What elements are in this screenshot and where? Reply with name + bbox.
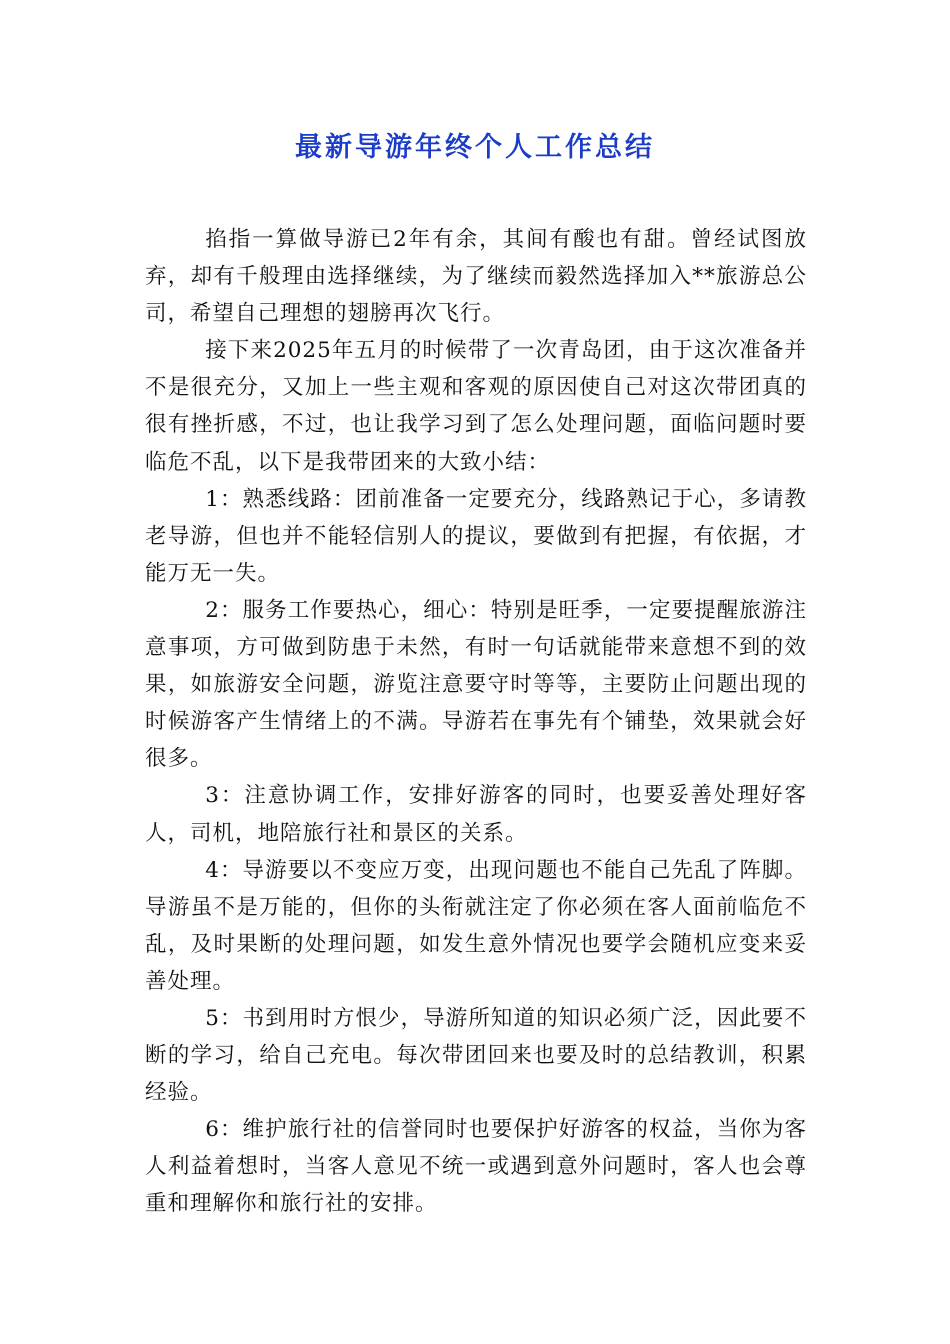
paragraph-point-6: 6：维护旅行社的信誉同时也要保护好游客的权益，当你为客人利益着想时，当客人意见不统一或遇到意外问题时，客人也会尊重和理解你和旅行社的安排。 — [145, 1117, 807, 1217]
paragraph-point-5: 5：书到用时方恨少，导游所知道的知识必须广泛，因此要不断的学习，给自己充电。每次带团回来也要及时的总结教训，积累经验。 — [145, 1005, 807, 1106]
paragraph-point-1: 1：熟悉线路：团前准备一定要充分，线路熟记于心，多请教老导游，但也并不能轻信别人的提议，要做到有把握，有依据，才能万无一失。 — [145, 486, 807, 586]
paragraph-point-2: 2：服务工作要热心，细心：特别是旺季，一定要提醒旅游注意事项，方可做到防患于未然，有时一句话就能带来意想不到的效果，如旅游安全问题，游览注意要守时等等，主要防止问题出现的时候游客产生情绪上的不满。导游若在事先有个铺垫，效果就会好很多。 — [145, 597, 807, 772]
document-title: 最新导游年终个人工作总结 — [295, 132, 655, 163]
paragraph-qingdao-tour: 接下来2025年五月的时候带了一次青岛团，由于这次准备并不是很充分，又加上一些主观和客观的原因使自己对这次带团真的很有挫折感，不过，也让我学习到了怎么处理问题，面临问题时要临危不乱，以下是我带团来的大致小结： — [145, 338, 807, 475]
paragraph-point-3: 3：注意协调工作，安排好游客的同时，也要妥善处理好客人，司机，地陪旅行社和景区的关系。 — [145, 783, 807, 846]
paragraph-intro: 掐指一算做导游已2年有余，其间有酸也有甜。曾经试图放弃，却有千般理由选择继续，为了继续而毅然选择加入**旅游总公司，希望自己理想的翅膀再次飞行。 — [145, 227, 807, 327]
document-body — [145, 221, 807, 1223]
paragraph-point-4: 4：导游要以不变应万变，出现问题也不能自己先乱了阵脚。导游虽不是万能的，但你的头衔就注定了你必须在客人面前临危不乱，及时果断的处理问题，如发生意外情况也要学会随机应变来妥善处理。 — [145, 857, 807, 994]
